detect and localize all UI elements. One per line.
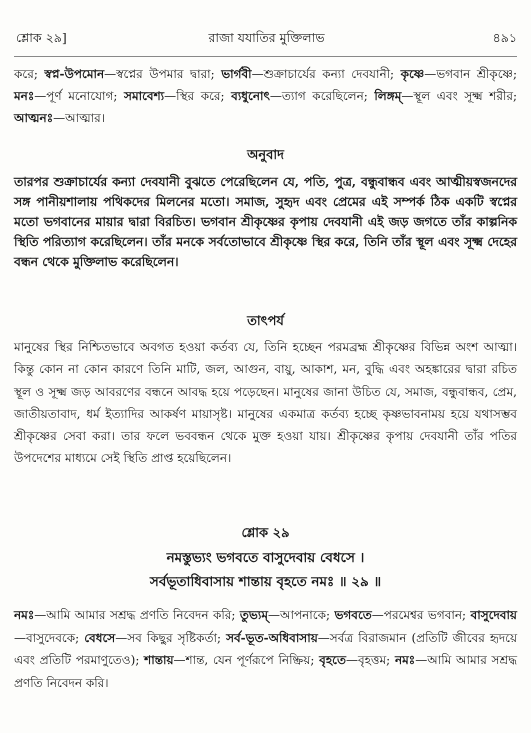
synonym-meaning: —শান্ত, যেন পূর্ণরূপে নিষ্ক্রিয়; [173,653,320,667]
synonym-meaning: —আত্মার। [53,110,106,125]
synonym-meaning: —পরমেশ্বর ভগবান; [371,608,471,622]
synonym-meaning: করে; [14,67,45,81]
translation-heading: অনুবাদ [247,148,284,163]
synonym-meaning: —আমি আমার সশ্রদ্ধ প্রণতি নিবেদন করি; [34,608,240,622]
verse-number: শ্লোক ২৯ [241,526,290,541]
synonym-word: লিঙ্গম্ [374,88,402,103]
synonym-meaning: —সর্বত্র বিরাজমান (প্রতিটি জীবের হৃদয়ে এবং প্রতিটি পরমাণুতেও); [14,630,518,667]
verse-line-2: সর্বভূতাধিবাসায় শান্তায় বৃহতে নমঃ ॥ ২৯ ॥ [149,574,382,590]
synonym-meaning: —পূর্ণ মনোযোগ; [34,88,125,103]
synonyms-top [14,64,517,129]
synonym-word: সমাবেশ্য [124,88,165,103]
purport-heading: তাৎপর্য [247,314,284,329]
synonym-word: নমঃ [394,653,416,667]
synonym-meaning: —স্থির করে; [164,88,232,103]
synonym-word: বাসুদেবায় [470,608,517,622]
page-header [16,30,517,52]
synonym-meaning: —স্থূল এবং সূক্ষ্ম শরীর; [401,88,518,103]
synonym-word: নমঃ [14,608,35,622]
synonym-word: কৃষ্ণে [400,67,425,81]
header-divider [14,56,517,57]
synonym-meaning: —ভগবান শ্রীকৃষ্ণে; [424,67,517,81]
synonym-meaning: —শুক্রাচার্যের কন্যা দেবযানী; [251,67,401,81]
synonym-meaning: —ত্যাগ করেছিলেন; [269,88,375,103]
synonym-meaning: —স্বপ্নের উপমার দ্বারা; [104,67,222,81]
running-title: রাজা যযাতির মুক্তিলাভ [208,30,325,45]
synonym-meaning: —বাসুদেবকে; [14,630,85,645]
chapter-verse-ref: শ্লোক ২৯] [16,30,67,45]
verse-line-1: নমস্তুভ্যং ভগবতে বাসুদেবায় বেধসে । [166,550,365,566]
synonym-word: তুভ্যম্ [239,608,268,622]
synonym-word: স্বপ্ন-উপমোন [44,67,105,81]
synonym-word: আত্মনঃ [14,110,54,125]
synonym-word: ব্যধুনোৎ [231,88,270,103]
synonym-word: ভার্গবী [221,67,252,81]
synonym-meaning: —সব কিছুর সৃষ্টিকর্তা; [115,630,227,645]
page-number: ৪৯১ [492,30,517,45]
synonym-word: বৃহতে [319,653,346,667]
synonym-meaning: —বৃহত্তম; [345,653,395,667]
synonym-word: সর্ব-ভূত-অধিবাসায় [226,630,318,645]
synonym-meaning: —আপনাকে; [267,608,335,622]
synonym-meaning: —আমি আমার সশ্রদ্ধ প্রণতি নিবেদন করি। [14,653,518,690]
translation-text: তারপর শুক্রাচার্যের কন্যা দেবযানী বুঝতে পেরেছিলেন যে, পতি, পুত্র, বন্ধুবান্ধব এবং আত্মীয়স্বজনদের সঙ্গ পানীয়শালায় পথিকদের মিলনের মতো। সমাজ, সুহৃদ এবং প্রেমের এই সম্পর্ক ঠিক একটি স্বপ্নের মতো ভগবানের মায়ার দ্বারা বিরচিত। ভগবান শ্রীকৃষ্ণের কৃপায় দেবযানী এই জড় জগতে তাঁর কাল্পনিক স্থিতি পরিত্যাগ করেছিলেন। তাঁর মনকে সর্বতোভাবে শ্রীকৃষ্ণে স্থির করে, তিনি তাঁর স্থূল এবং সূক্ষ্ম দেহের বন্ধন থেকে মুক্তিলাভ করেছিলেন। [14,174,517,269]
purport-text: মানুষের স্থির নিশ্চিতভাবে অবগত হওয়া কর্তব্য যে, তিনি হচ্ছেন পরমব্রহ্ম শ্রীকৃষ্ণের বিভিন্ন অংশ আত্মা। কিন্তু কোন না কোন কারণে তিনি মাটি, জল, আগুন, বায়ু, আকাশ, মন, বুদ্ধি এবং অহঙ্কারের দ্বারা রচিত স্থূল ও সূক্ষ্ম জড় আবরণের বন্ধনে আবদ্ধ হয়ে পড়েছেন। মানুষের জানা উচিত যে, সমাজ, বন্ধুবান্ধব, প্রেম, জাতীয়তাবাদ, ধর্ম ইত্যাদির আকর্ষণ মায়াসৃষ্ট। মানুষের একমাত্র কর্তব্য হচ্ছে কৃষ্ণভাবনাময় হয়ে যথাসম্ভব শ্রীকৃষ্ণের সেবা করা। তার ফলে ভববন্ধন থেকে মুক্ত হওয়া যায়। শ্রীকৃষ্ণের কৃপায় দেবযানী তাঁর পতির উপদেশের মাধ্যমে সেই স্থিতি প্রাপ্ত হয়েছিলেন। [14,340,517,466]
synonym-word: বেধসে [84,630,116,645]
synonym-word: ভগবতে [334,608,372,622]
synonyms-bottom [14,604,517,694]
synonym-word: শান্তায় [144,653,174,667]
synonym-word: মনঃ [14,88,35,103]
